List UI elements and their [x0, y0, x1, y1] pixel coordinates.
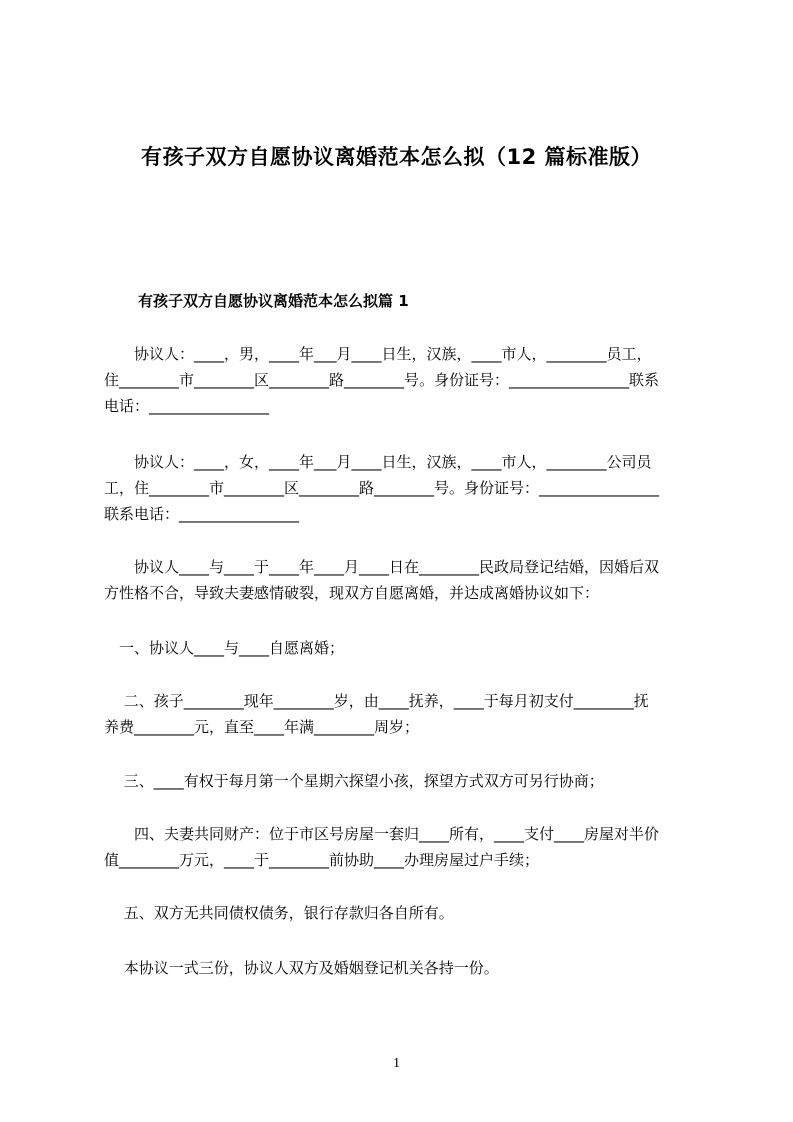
text-line: 二、孩子________现年________岁，由____抚养，____于每月初支付________抚	[104, 692, 649, 710]
text-line: 五、双方无共同债权债务，银行存款归各自所有。	[104, 904, 454, 922]
text-line: 养费________元，直至____年满________周岁；	[104, 718, 420, 736]
text-line: 工，住________市________区________路________号。身份证号：________________	[104, 479, 660, 497]
text-line: 四、夫妻共同财产：位于市区号房屋一套归____所有，____支付____房屋对半价	[104, 825, 660, 843]
clause-2	[104, 688, 700, 740]
page-number: 1	[393, 1056, 400, 1071]
paragraph-party-male	[104, 341, 700, 419]
paragraph-party-female	[104, 449, 700, 527]
paragraph-marriage-info	[104, 554, 700, 606]
section-heading: 有孩子双方自愿协议离婚范本怎么拟篇 1	[138, 292, 409, 310]
text-line: 住________市________区________路________号。身份证号：________________联系	[104, 371, 660, 389]
text-line: 本协议一式三份，协议人双方及婚姻登记机关各持一份。	[104, 959, 499, 977]
text-line: 协议人：____，男，____年___月____日生，汉族，____市人，________员工，	[104, 345, 652, 363]
text-line: 协议人____与____于____年____月____日在________民政局登记结婚，因婚后双	[104, 558, 660, 576]
clause-5	[104, 900, 700, 926]
document-title: 有孩子双方自愿协议离婚范本怎么拟（12 篇标准版）	[140, 145, 653, 169]
text-line: 三、____有权于每月第一个星期六探望小孩，探望方式双方可另行协商；	[104, 772, 604, 790]
clause-4	[104, 821, 700, 873]
text-line: 值________万元，____于________前协助____办理房屋过户手续；	[104, 851, 540, 869]
clause-1	[104, 635, 700, 661]
text-line: 协议人：____，女，____年___月____日生，汉族，____市人，________公司员	[104, 453, 652, 471]
text-line: 方性格不合，导致夫妻感情破裂，现双方自愿离婚，并达成离婚协议如下：	[104, 584, 600, 602]
text-line: 联系电话：________________	[104, 505, 300, 523]
clause-3	[104, 768, 700, 794]
closing-paragraph	[104, 955, 700, 981]
text-line: 电话：________________	[104, 397, 270, 415]
text-line: 一、协议人____与____自愿离婚；	[104, 639, 345, 657]
